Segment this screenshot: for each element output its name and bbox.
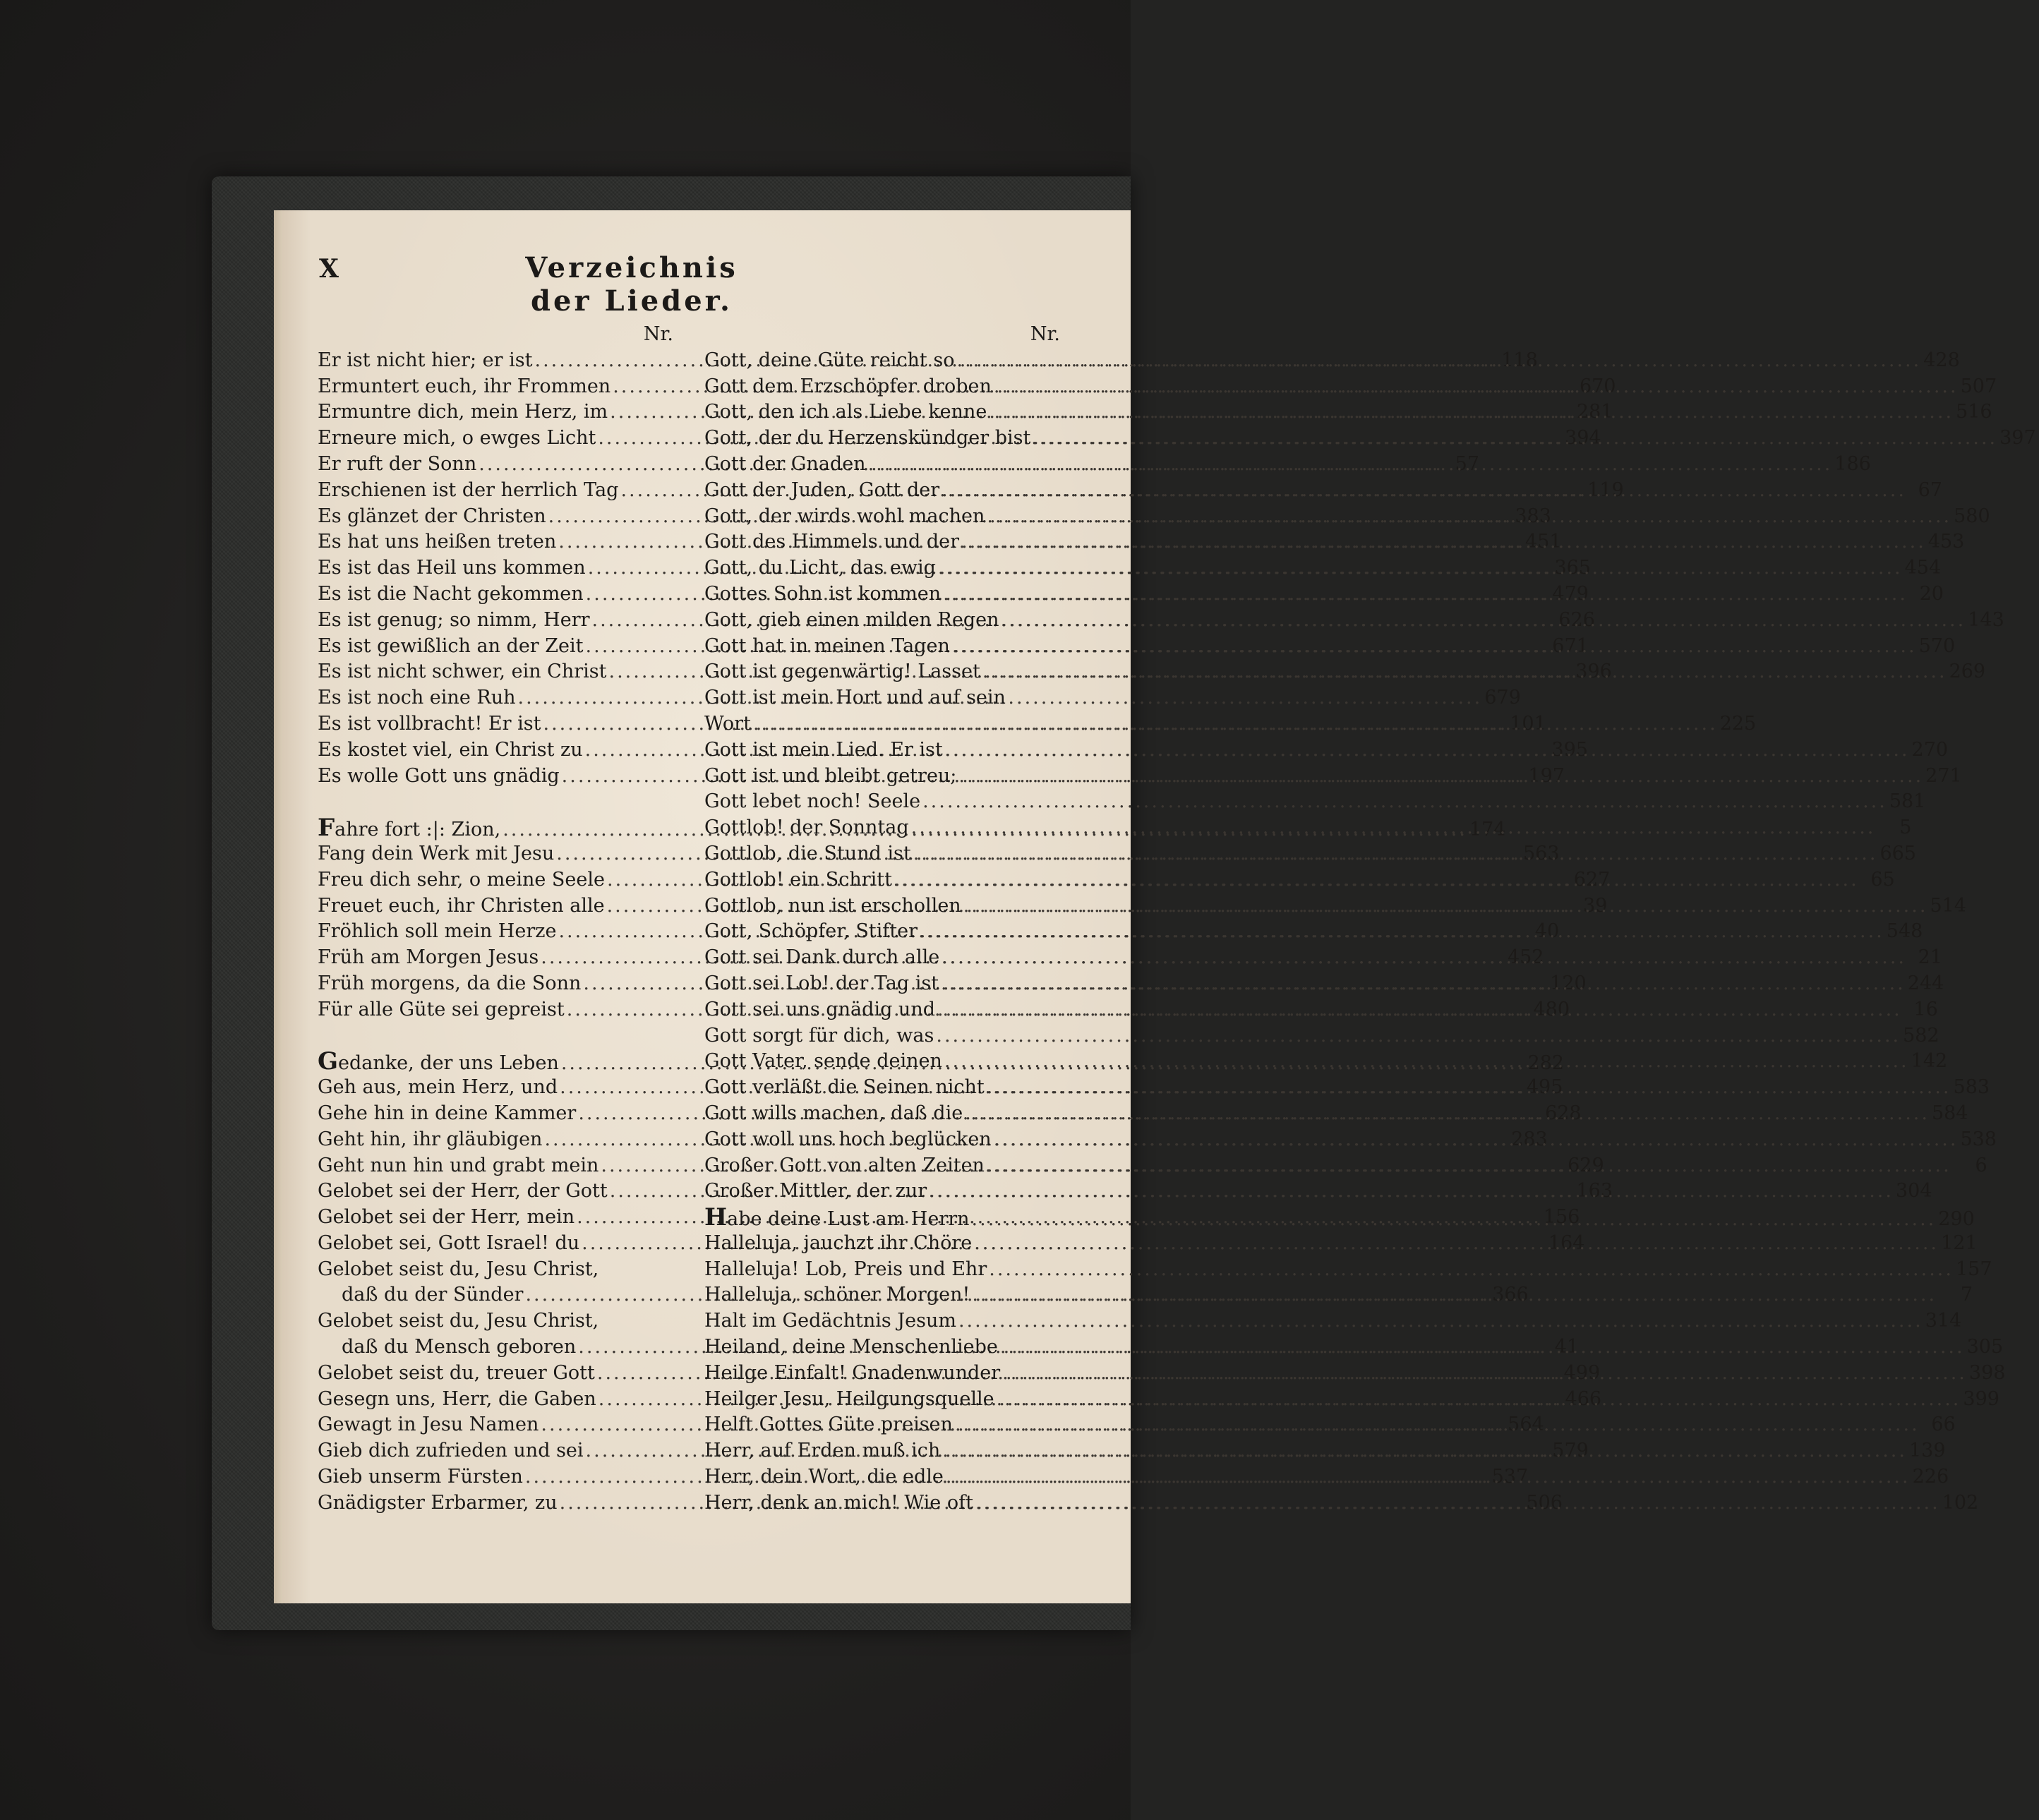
entry-title: Gesegn uns, Herr, die Gaben <box>318 1387 596 1410</box>
dot-leader <box>980 659 1949 685</box>
entry-title: Gott dem Erzschöpfer droben <box>704 375 992 397</box>
entry-title: Wort <box>704 712 751 735</box>
entry-title: Gott sei Lob! der Tag ist <box>704 972 939 994</box>
entry-title: Es ist noch eine Ruh <box>318 687 516 709</box>
book-page <box>282 210 2036 1603</box>
dot-leader <box>992 1127 1961 1153</box>
entry-title: Geht nun hin und grabt mein <box>318 1154 599 1176</box>
index-entry <box>704 1257 1992 1283</box>
entry-number: 396 <box>1575 661 1612 683</box>
dot-leader <box>999 608 1968 634</box>
entry-title: Gelobet seist du, Jesu Christ, <box>318 1258 599 1280</box>
nr-column-header: Nr. <box>643 323 673 345</box>
entry-number: 579 <box>1552 1440 1589 1462</box>
entry-title: Gewagt in Jesu Namen <box>318 1414 539 1436</box>
dot-leader <box>934 1023 1903 1049</box>
dot-leader <box>944 1464 1913 1490</box>
entry-title: Gott lebet noch! Seele <box>704 790 921 813</box>
entry-title: Halleluja! Lob, Preis und Ehr <box>704 1258 987 1280</box>
entry-title: Gieb dich zufrieden und sei <box>318 1440 584 1462</box>
dot-leader <box>961 893 1930 920</box>
entry-number: 156 <box>1543 1206 1580 1229</box>
entry-number: 563 <box>1522 842 1560 864</box>
index-entry <box>704 1308 1962 1334</box>
dot-leader <box>939 478 1908 504</box>
dot-leader <box>987 1257 1956 1283</box>
entry-number: 6 <box>1975 1154 1987 1176</box>
entry-title: Es ist die Nacht gekommen <box>318 582 584 605</box>
entry-title: Gott, der du Herzenskündger bist <box>704 427 1031 450</box>
entry-title: Gott wills machen, daß die <box>704 1102 963 1124</box>
entry-title: Gott sei Dank durch alle <box>704 946 940 969</box>
entry-title: Erschienen ist der herrlich Tag <box>318 478 619 501</box>
entry-number: 197 <box>1528 764 1565 787</box>
dot-leader <box>920 789 1889 815</box>
entry-title: Für alle Güte sei gepreist <box>318 998 565 1020</box>
entry-title: Gelobet sei der Herr, der Gott <box>318 1180 608 1203</box>
entry-title: Gott, deine Güte reicht so <box>704 349 955 371</box>
entry-number: 665 <box>1879 842 1916 864</box>
entry-number: 290 <box>1938 1208 1975 1231</box>
entry-number: 65 <box>1870 868 1895 891</box>
entry-number: 583 <box>1953 1076 1990 1099</box>
entry-number: 451 <box>1524 531 1562 553</box>
entry-number: 366 <box>1492 1284 1529 1306</box>
entry-title: Gedanke, der uns Leben <box>318 1047 559 1076</box>
entry-title: Halleluja, jauchzt ihr Chöre <box>704 1231 973 1254</box>
entry-number: 670 <box>1579 375 1616 397</box>
dot-leader <box>985 504 1954 530</box>
entry-number: 101 <box>1510 712 1546 735</box>
entry-title: Es ist genug; so nimm, Herr <box>318 608 590 631</box>
entry-title: Ermuntre dich, mein Herz, im <box>318 401 608 423</box>
entry-title: Gott sorgt für dich, was <box>704 1024 934 1047</box>
entry-number: 174 <box>1469 819 1506 841</box>
entry-title: Freuet euch, ihr Christen alle <box>318 894 605 917</box>
entry-title: Geht hin, ihr gläubigen <box>318 1128 543 1150</box>
entry-number: 163 <box>1576 1180 1613 1203</box>
entry-number: 225 <box>1719 712 1757 735</box>
entry-title: Gieb unserm Fürsten <box>318 1466 523 1488</box>
entry-title: Herr, auf Erden muß ich <box>704 1440 941 1462</box>
entry-title: daß du der Sünder <box>342 1284 524 1306</box>
entry-number: 39 <box>1582 894 1608 917</box>
entry-title: Erneure mich, o ewges Licht <box>318 427 596 450</box>
entry-number: 283 <box>1511 1128 1548 1150</box>
entry-title: Früh morgens, da die Sonn <box>318 972 582 994</box>
entry-number: 269 <box>1949 661 1986 683</box>
entry-title: Gelobet sei der Herr, mein <box>318 1206 575 1229</box>
entry-title: Gottlob, die Stund ist <box>704 842 911 864</box>
dot-leader <box>994 1387 1963 1413</box>
entry-number: 157 <box>1955 1258 1992 1280</box>
dot-leader <box>992 374 1961 400</box>
entry-number: 314 <box>1925 1310 1962 1332</box>
entry-number: 304 <box>1895 1180 1932 1203</box>
entry-number: 506 <box>1526 1491 1563 1514</box>
entry-title: Herr, dein Wort, die edle <box>704 1466 944 1488</box>
entry-number: 453 <box>1927 531 1965 553</box>
entry-title: Gott, den ich als Liebe kenne <box>704 401 987 423</box>
entry-title: Gott, gieb einen milden Regen <box>704 608 999 631</box>
dot-leader <box>998 1334 1967 1361</box>
entry-number: 118 <box>1501 349 1538 371</box>
dot-leader <box>963 1101 1932 1127</box>
entry-title: Gott ist gegenwärtig! Lasset <box>704 661 980 683</box>
entry-title: Gott hat in meinen Tagen <box>704 634 950 657</box>
entry-number: 119 <box>1587 478 1624 501</box>
entry-title: Gott ist mein Lied. Er ist <box>704 738 943 761</box>
entry-title: Gott, Schöpfer, Stifter <box>704 920 918 943</box>
entry-title: Es wolle Gott uns gnädig <box>318 764 560 787</box>
dot-leader <box>956 1308 1925 1334</box>
entry-title: Halt im Gedächtnis Jesum <box>704 1310 956 1332</box>
entry-number: 281 <box>1576 401 1613 423</box>
entry-title: Halleluja, schöner Morgen! <box>704 1284 970 1306</box>
entry-title: Gott verläßt die Seinen nicht <box>704 1076 985 1099</box>
entry-number: 627 <box>1573 868 1611 891</box>
dot-leader <box>956 764 1925 790</box>
entry-number: 270 <box>1911 738 1949 761</box>
entry-title: Früh am Morgen Jesus <box>318 946 539 969</box>
entry-number: 5 <box>1899 816 1912 839</box>
entry-number: 584 <box>1931 1102 1968 1124</box>
dot-leader <box>935 997 1904 1023</box>
index-entry <box>704 789 1926 815</box>
page-title: Verzeichnis der Lieder. <box>525 251 738 318</box>
nr-column-header: Nr. <box>1030 323 1060 345</box>
entry-number: 121 <box>1941 1231 1978 1254</box>
dot-leader <box>972 1231 1941 1257</box>
entry-number: 40 <box>1534 920 1560 943</box>
dot-leader <box>939 945 1908 971</box>
dot-leader <box>954 348 1923 374</box>
entry-title: Gottes Sohn ist kommen <box>704 582 942 605</box>
entry-title: Gottlob! der Sonntag <box>704 816 909 839</box>
entry-number: 395 <box>1551 738 1588 761</box>
entry-number: 139 <box>1908 1440 1946 1462</box>
entry-title: Helft Gottes Güte preisen <box>704 1414 953 1436</box>
entry-number: 186 <box>1834 452 1871 475</box>
entry-title: Fang dein Werk mit Jesu <box>318 842 555 864</box>
entry-number: 244 <box>1907 972 1944 994</box>
entry-number: 629 <box>1568 1154 1604 1176</box>
entry-number: 282 <box>1527 1052 1565 1075</box>
dot-leader <box>942 1049 1911 1075</box>
entry-title: Gelobet seist du, treuer Gott <box>318 1361 595 1384</box>
entry-title: Gott sei uns gnädig und <box>704 998 935 1020</box>
entry-number: 305 <box>1966 1336 2004 1358</box>
dot-leader <box>950 634 1919 660</box>
dot-leader <box>973 1490 1942 1517</box>
entry-number: 495 <box>1526 1076 1563 1099</box>
entry-number: 57 <box>1455 452 1479 475</box>
dot-leader <box>940 1438 1909 1464</box>
dot-leader <box>970 1207 1939 1233</box>
entry-number: 454 <box>1904 557 1942 579</box>
dot-leader <box>918 919 1887 945</box>
dot-leader <box>1030 426 1999 452</box>
entry-number: 428 <box>1923 349 1960 371</box>
entry-title: Es hat uns heißen treten <box>318 531 557 553</box>
entry-title: Gottlob, nun ist erschollen <box>704 894 961 917</box>
entry-title: Er ist nicht hier; er ist <box>318 349 533 371</box>
entry-number: 398 <box>1968 1361 2006 1384</box>
entry-title: Er ruft der Sonn <box>318 452 477 475</box>
entry-number: 479 <box>1552 582 1589 605</box>
entry-number: 538 <box>1960 1128 1997 1150</box>
entry-title: Heilge Einfalt! Gnadenwunder <box>704 1361 1001 1384</box>
entry-number: 516 <box>1956 401 1992 423</box>
entry-title: Heilger Jesu, Heilgungsquelle <box>704 1387 994 1410</box>
entry-number: 20 <box>1919 582 1944 605</box>
entry-number: 143 <box>1968 608 2004 631</box>
entry-number: 626 <box>1558 608 1595 631</box>
entry-title: Gott woll uns hoch beglücken <box>704 1128 992 1150</box>
dot-leader <box>751 711 1720 737</box>
dot-leader <box>909 815 1878 841</box>
dot-leader <box>941 581 1910 608</box>
entry-title: Heiland, deine Menschenliebe <box>704 1336 998 1358</box>
dot-leader <box>927 1179 1896 1205</box>
entry-title: Ermuntert euch, ihr Frommen <box>318 375 611 397</box>
index-entry <box>704 685 1063 711</box>
entry-number: 452 <box>1507 946 1544 969</box>
entry-title: Großer Mittler, der zur <box>704 1180 927 1203</box>
index-entry <box>318 1308 676 1334</box>
entry-number: 66 <box>1931 1414 1956 1436</box>
entry-number: 480 <box>1533 998 1570 1020</box>
entry-title: Gott Vater, sende deinen <box>704 1050 942 1073</box>
index-entry <box>318 1257 676 1283</box>
dot-leader <box>892 867 1861 893</box>
entry-number: 582 <box>1903 1024 1939 1047</box>
entry-number: 507 <box>1960 375 1997 397</box>
entry-number: 564 <box>1508 1414 1544 1436</box>
entry-number: 164 <box>1548 1231 1585 1254</box>
entry-number: 581 <box>1889 790 1926 813</box>
entry-title: Fahre fort :|: Zion, <box>318 814 501 843</box>
dot-leader <box>970 1282 1939 1308</box>
entry-number: 679 <box>1484 687 1521 709</box>
entry-title: Gott ist mein Hort und auf sein <box>704 687 1006 709</box>
entry-title: daß du Mensch geboren <box>342 1336 577 1358</box>
entry-title: Freu dich sehr, o meine Seele <box>318 868 606 891</box>
entry-title: Gehe hin in deine Kammer <box>318 1102 577 1124</box>
entry-title: Gnädigster Erbarmer, zu <box>318 1491 558 1514</box>
index-entry <box>704 1023 1939 1049</box>
entry-number: 365 <box>1554 557 1591 579</box>
entry-title: Gott, der wirds wohl machen <box>704 505 985 527</box>
entry-number: 102 <box>1942 1491 1979 1514</box>
entry-number: 67 <box>1918 478 1942 501</box>
entry-title: Es ist das Heil uns kommen <box>318 557 586 579</box>
entry-number: 499 <box>1563 1361 1601 1384</box>
dot-leader <box>987 399 1956 426</box>
entry-title: Gott ist und bleibt getreu; <box>704 764 957 787</box>
entry-number: 120 <box>1550 972 1587 994</box>
dot-leader <box>985 1153 1954 1179</box>
entry-title: Gott der Gnaden <box>704 452 866 475</box>
dot-leader <box>1000 1361 1969 1387</box>
entry-number: 21 <box>1918 946 1943 969</box>
entry-number: 628 <box>1545 1102 1582 1124</box>
entry-number: 41 <box>1554 1336 1580 1358</box>
entry-number: 580 <box>1954 505 1990 527</box>
entry-number: 394 <box>1565 427 1601 450</box>
entry-title: Es kostet viel, ein Christ zu <box>318 738 583 761</box>
entry-title: Großer Gott von alten Zeiten <box>704 1154 985 1176</box>
dot-leader <box>985 1075 1954 1101</box>
entry-title: Gott des Himmels und der <box>704 531 960 553</box>
page-number: X <box>319 254 339 284</box>
entry-title: Es ist nicht schwer, ein Christ <box>318 661 607 683</box>
dot-leader <box>939 971 1908 997</box>
entry-number: 226 <box>1912 1466 1949 1488</box>
entry-title: Gelobet sei, Gott Israel! du <box>318 1231 580 1254</box>
entry-number: 548 <box>1886 920 1923 943</box>
entry-title: Es ist gewißlich an der Zeit <box>318 634 584 657</box>
entry-number: 7 <box>1960 1284 1973 1306</box>
dot-leader <box>959 529 1928 555</box>
entry-title: Gelobet seist du, Jesu Christ, <box>318 1310 599 1332</box>
entry-title: Gott der Juden, Gott der <box>704 478 940 501</box>
dot-leader <box>953 1412 1922 1438</box>
entry-title: Es glänzet der Christen <box>318 505 546 527</box>
entry-title: Geh aus, mein Herz, und <box>318 1076 558 1099</box>
dot-leader <box>936 555 1905 581</box>
entry-title: Gottlob! ein Schritt <box>704 868 892 891</box>
entry-number: 537 <box>1491 1466 1529 1488</box>
entry-number: 271 <box>1925 764 1962 787</box>
entry-title: Herr, denk an mich! Wie oft <box>704 1491 973 1514</box>
entry-title: Es ist vollbracht! Er ist <box>318 712 541 735</box>
entry-number: 466 <box>1565 1387 1602 1410</box>
entry-title: Gott, du Licht, das ewig <box>704 557 936 579</box>
entry-title: Fröhlich soll mein Herze <box>318 920 557 943</box>
entry-number: 142 <box>1911 1050 1948 1073</box>
entry-number: 399 <box>1963 1387 1999 1410</box>
dot-leader <box>866 452 1835 478</box>
entry-number: 383 <box>1515 505 1551 527</box>
entry-number: 671 <box>1552 634 1589 657</box>
entry-number: 16 <box>1913 998 1938 1020</box>
dot-leader <box>943 737 1912 764</box>
entry-number: 570 <box>1918 634 1956 657</box>
entry-number: 514 <box>1930 894 1966 917</box>
entry-number: 397 <box>1999 427 2036 450</box>
entry-title: Habe deine Lust am Herrn <box>704 1203 970 1232</box>
dot-leader <box>911 841 1880 867</box>
